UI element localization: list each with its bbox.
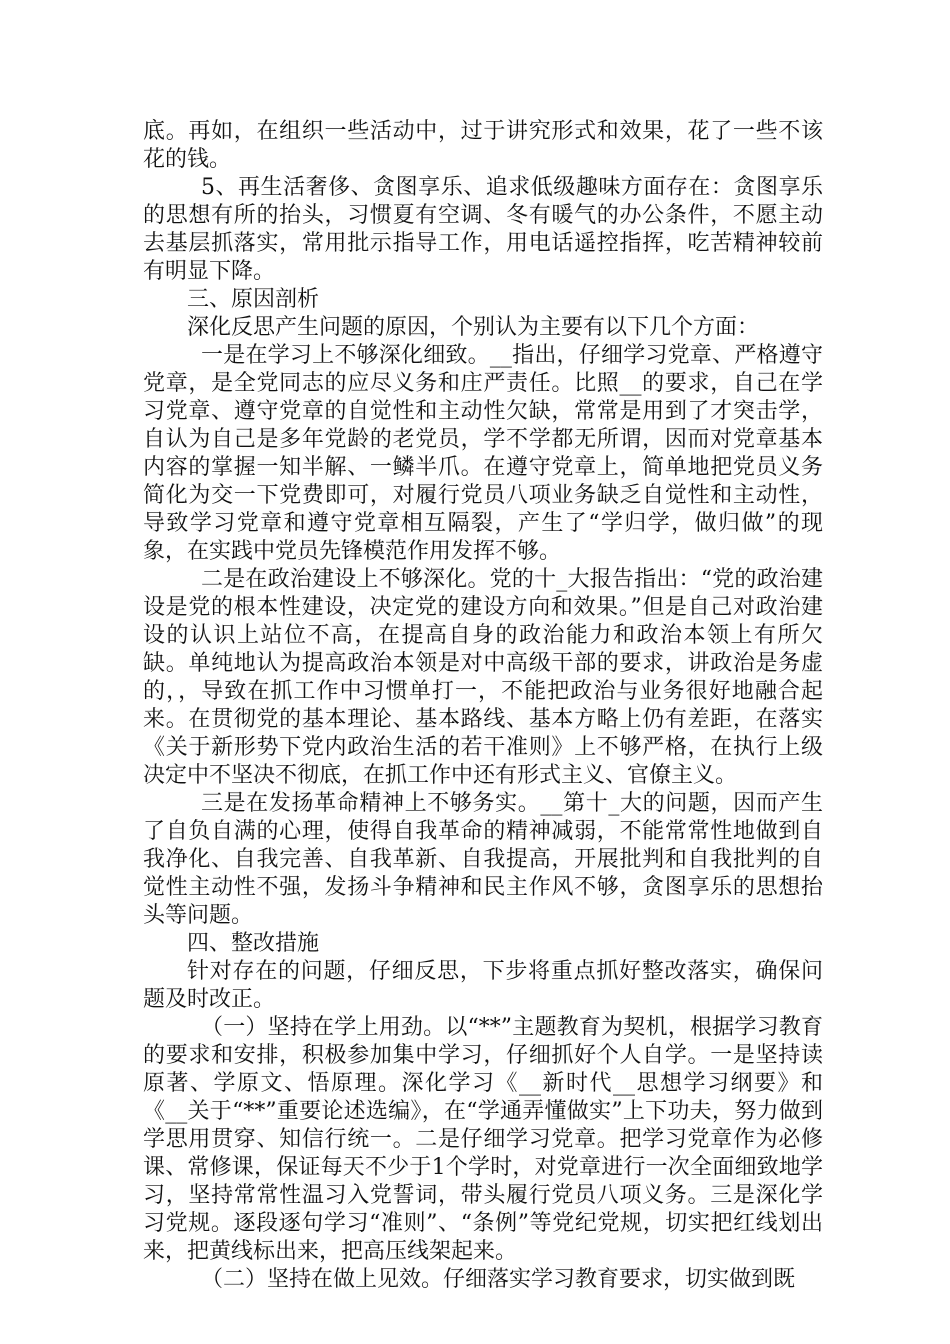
section-heading-cause-analysis: 三、原因剖析: [187, 287, 320, 312]
paragraph-5: 一是在学习上不够深化细致。__指出，仔细学习党章、严格遵守党章，是全党同志的应尽义务和庄严责任。比照__的要求，自己在学习党章、遵守党章的自觉性和主动性欠缺，常常是用到了才突击学，自认为自己是多年党龄的老党员，学不学都无所谓，因而对党章基本内容的掌握一知半解、一鳞半爪。在遵守党章上，简单地把党员义务简化为交一下党费即可，对履行党员八项业务缺乏自觉性和主动性，导致学习党章和遵守党章相互隔裂，产生了“学归学，做归做”的现象，在实践中党员先锋模范作用发挥不够。: [143, 343, 823, 564]
paragraph-1: 底。再如，在组织一些活动中，过于讲究形式和效果，花了一些不该花的钱。: [143, 119, 823, 172]
document-page: [143, 118, 823, 1294]
paragraph-11: （二）坚持在做上见效。仔细落实学习教育要求，切实做到既: [201, 1267, 796, 1292]
paragraph-2: 5、再生活奢侈、贪图享乐、追求低级趣味方面存在：贪图享乐的思想有所的抬头，习惯夏有空调、冬有暖气的办公条件，不愿主动去基层抓落实，常用批示指导工作，用电话遥控指挥，吃苦精神较前有明显下降。: [143, 175, 823, 284]
paragraph-7: 三是在发扬革命精神上不够务实。__第十_大的问题，因而产生了自负自满的心理，使得自我革命的精神减弱，不能常常性地做到自我净化、自我完善、自我革新、自我提高，开展批判和自我批判的自觉性主动性不强，发扬斗争精神和民主作风不够，贪图享乐的思想抬头等问题。: [143, 791, 823, 928]
paragraph-9: 针对存在的问题，仔细反思，下步将重点抓好整改落实，确保问题及时改正。: [143, 959, 823, 1012]
paragraph-6: 二是在政治建设上不够深化。党的十_大报告指出：“党的政治建设是党的根本性建设，决定党的建设方向和效果。”但是自己对政治建设的认识上站位不高，在提高自身的政治能力和政治本领上有所欠缺。单纯地认为提高政治本领是对中高级干部的要求，讲政治是务虚的，，导致在抓工作中习惯单打一，不能把政治与业务很好地融合起来。在贯彻党的基本理论、基本路线、基本方略上仍有差距，在落实《关于新形势下党内政治生活的若干准则》上不够严格，在执行上级决定中不坚决不彻底，在抓工作中还有形式主义、官僚主义。: [143, 567, 823, 788]
paragraph-10: （一）坚持在学上用劲。以“**”主题教育为契机，根据学习教育的要求和安排，积极参加集中学习，仔细抓好个人自学。一是坚持读原著、学原文、悟原理。深化学习《__新时代__思想学习纲要》和《__关于“**”重要论述选编》，在“学通弄懂做实”上下功夫，努力做到学思用贯穿、知信行统一。二是仔细学习党章。把学习党章作为必修课、常修课，保证每天不少于1个学时，对党章进行一次全面细致地学习，坚持常常性温习入党誓词，带头履行党员八项义务。三是深化学习党规。逐段逐句学习“准则”、“条例”等党纪党规，切实把红线划出来，把黄线标出来，把高压线架起来。: [143, 1015, 823, 1264]
paragraph-4: 深化反思产生问题的原因，个别认为主要有以下几个方面：: [187, 315, 760, 340]
section-heading-rectification: 四、整改措施: [187, 931, 320, 956]
